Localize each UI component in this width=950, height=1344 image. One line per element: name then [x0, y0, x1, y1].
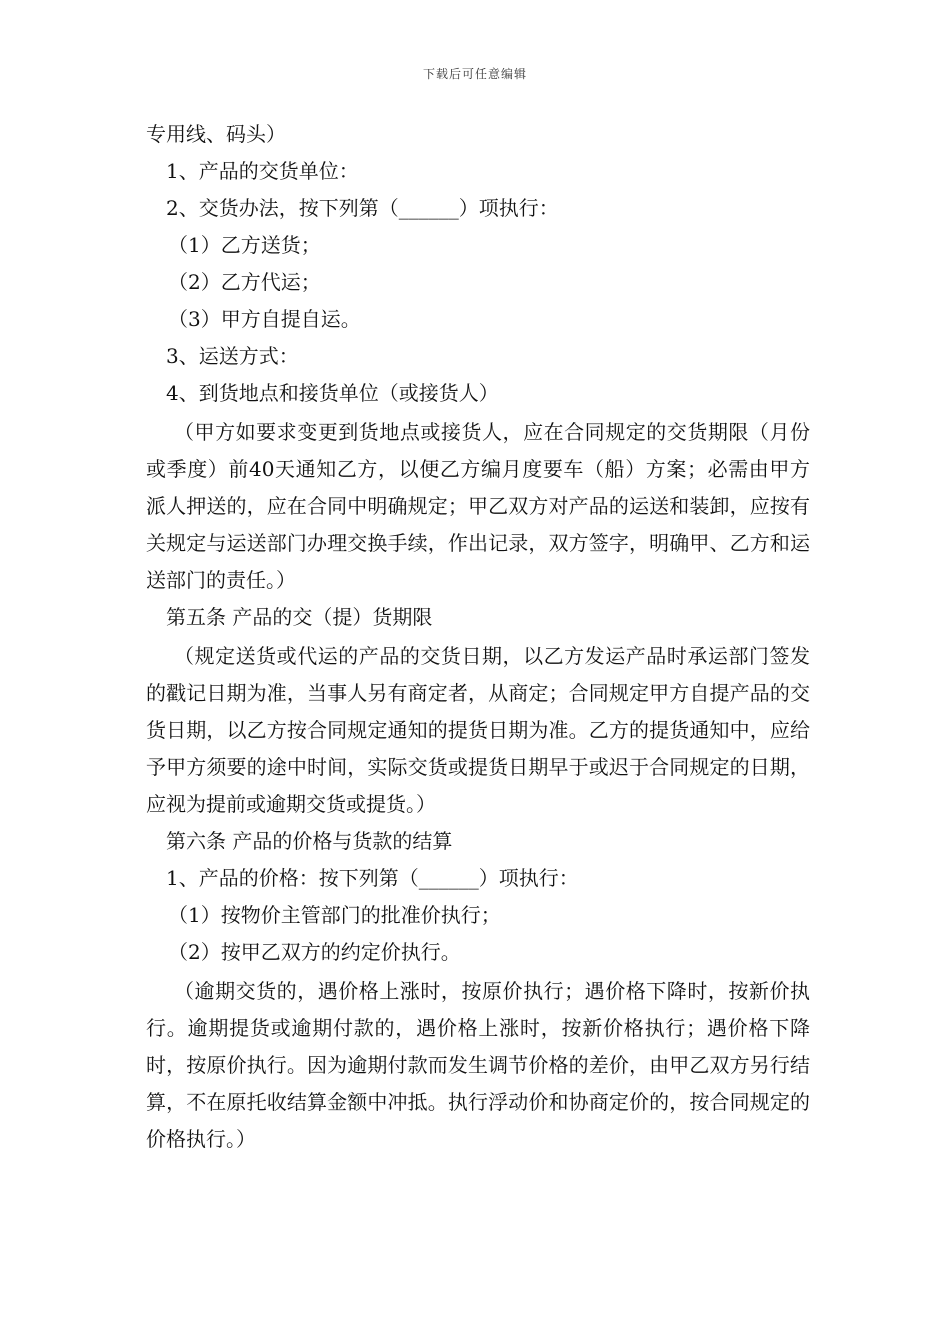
item-delivery-method: 2、交货办法，按下列第（______）项执行：	[166, 196, 559, 220]
item-delivery-unit: 1、产品的交货单位：	[166, 159, 359, 183]
item-transport-mode: 3、运送方式：	[166, 344, 299, 368]
paragraph-delivery-date: （规定送货或代运的产品的交货日期，以乙方发运产品时承运部门签发的戳记日期为准，当事人另有商定者，从商定；合同规定甲方自提产品的交货日期，以乙方按合同规定通知的提货日期为准。乙方的提货通知中，应给予甲方须要的途中时间，实际交货或提货日期早于或迟于合同规定的日期，应视为提前或逾期交货或提货。）	[146, 644, 810, 816]
article-6-title: 第六条 产品的价格与货款的结算	[166, 829, 453, 853]
option-agreed-price: （2）按甲乙双方的约定价执行。	[168, 940, 461, 964]
document-body	[146, 116, 810, 1158]
item-product-price: 1、产品的价格：按下列第（______）项执行：	[166, 866, 579, 890]
option-seller-delivers: （1）乙方送货；	[168, 233, 321, 257]
article-5-title: 第五条 产品的交（提）货期限	[166, 605, 433, 629]
paragraph-change-delivery: （甲方如要求变更到货地点或接货人，应在合同规定的交货期限（月份或季度）前40天通知乙方，以便乙方编月度要车（船）方案；必需由甲方派人押送的，应在合同中明确规定；甲乙双方对产品的运送和装卸，应按有关规定与运送部门办理交换手续，作出记录，双方签字，明确甲、乙方和运送部门的责任。）	[146, 420, 810, 592]
item-arrival-location: 4、到货地点和接货单位（或接货人）	[166, 381, 499, 405]
paragraph-price-adjustment: （逾期交货的，遇价格上涨时，按原价执行；遇价格下降时，按新价执行。逾期提货或逾期付款的，遇价格上涨时，按新价格执行；遇价格下降时，按原价执行。因为逾期付款而发生调节价格的差价，由甲乙双方另行结算，不在原托收结算金额中冲抵。执行浮动价和协商定价的，按合同规定的价格执行。）	[146, 979, 810, 1151]
page-header: 下载后可任意编辑	[422, 67, 527, 81]
text-line-special-line: 专用线、码头）	[146, 122, 286, 146]
option-seller-ships: （2）乙方代运；	[168, 270, 321, 294]
option-approved-price: （1）按物价主管部门的批准价执行；	[168, 903, 501, 927]
option-buyer-pickup: （3）甲方自提自运。	[168, 307, 361, 331]
